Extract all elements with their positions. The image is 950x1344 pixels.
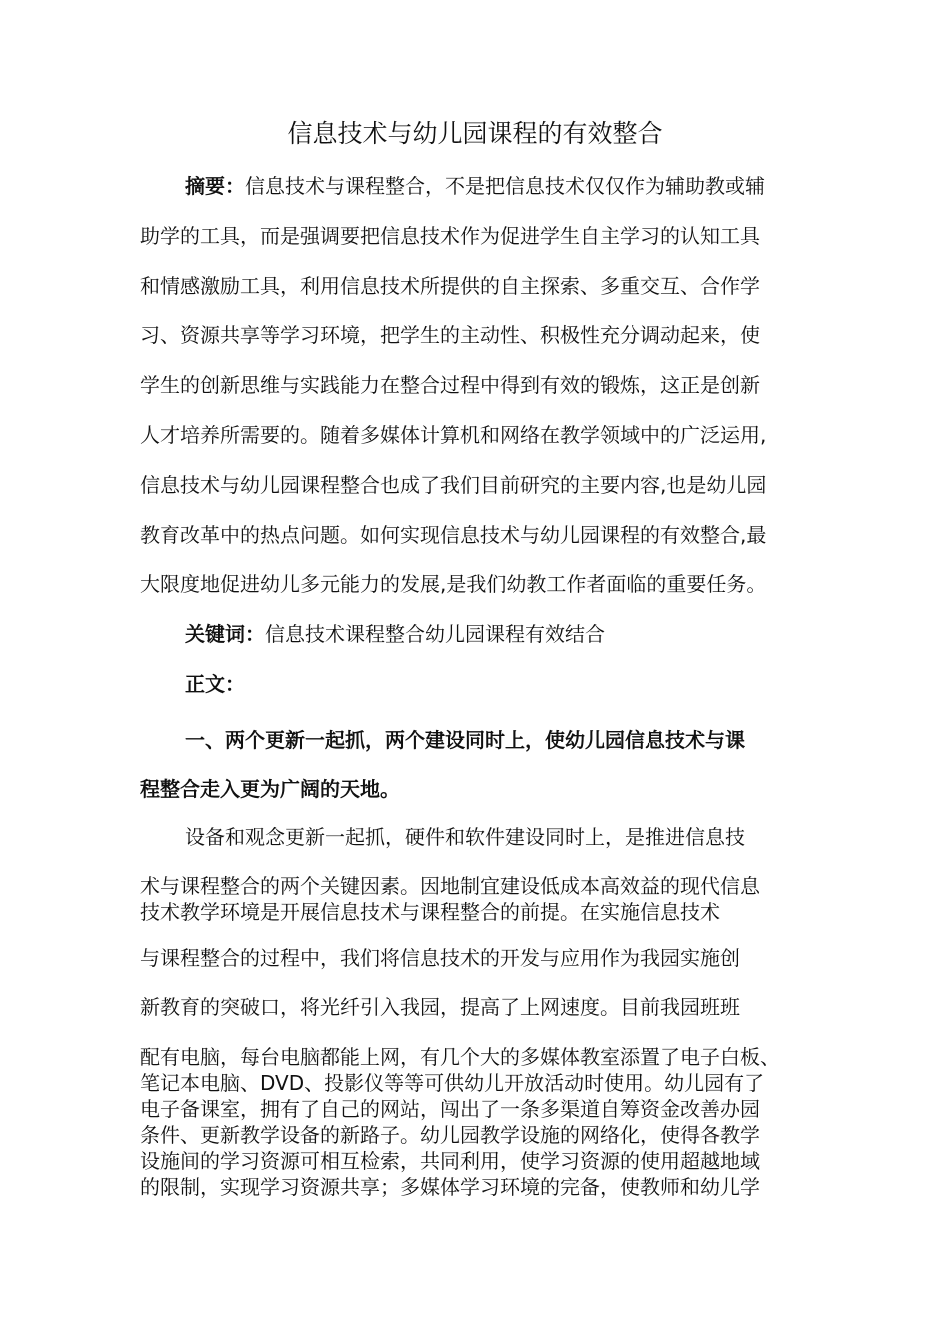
abstract-line: 人才培养所需要的。随着多媒体计算机和网络在教学领域中的广泛运用, [140,423,767,447]
keywords-text: 信息技术课程整合幼儿园课程有效结合 [265,622,605,646]
abstract-line: 信息技术与幼儿园课程整合也成了我们目前研究的主要内容,也是幼儿园 [140,473,767,497]
section-heading: 程整合走入更为广阔的天地。 [140,777,400,801]
keywords-line [185,621,605,647]
paragraph-line: 术与课程整合的两个关键因素。因地制宜建设低成本高效益的现代信息 [140,874,760,898]
abstract-label: 摘要： [185,174,245,198]
abstract-line: 习、资源共享等学习环境，把学生的主动性、积极性充分调动起来，使 [140,323,760,347]
abstract-line: 学生的创新思维与实践能力在整合过程中得到有效的锻炼，这正是创新 [140,373,760,397]
paragraph-line: 技术教学环境是开展信息技术与课程整合的前提。在实施信息技术 [140,900,720,924]
paragraph-line: 条件、更新教学设备的新路子。幼儿园教学设施的网络化，使得各教学 [140,1123,760,1147]
paragraph-line: 与课程整合的过程中，我们将信息技术的开发与应用作为我园实施创 [140,946,740,970]
paragraph-line: 设施间的学习资源可相互检索，共同利用，使学习资源的使用超越地域 [140,1149,760,1173]
abstract-line-1 [185,173,765,199]
keywords-label: 关键词： [185,622,265,646]
paragraph-line: 设备和观念更新一起抓，硬件和软件建设同时上，是推进信息技 [185,825,745,849]
abstract-text: 信息技术与课程整合，不是把信息技术仅仅作为辅助教或辅 [245,174,765,198]
section-heading: 一、两个更新一起抓，两个建设同时上，使幼儿园信息技术与课 [185,728,745,752]
abstract-line: 助学的工具，而是强调要把信息技术作为促进学生自主学习的认知工具 [140,224,760,248]
paragraph-line: 配有电脑，每台电脑都能上网，有几个大的多媒体教室添置了电子白板、 [140,1045,780,1069]
abstract-line: 大限度地促进幼儿多元能力的发展,是我们幼教工作者面临的重要任务。 [140,572,767,596]
document-title: 信息技术与幼儿园课程的有效整合 [287,119,663,148]
paragraph-line: 的限制，实现学习资源共享；多媒体学习环境的完备，使教师和幼儿学 [140,1175,760,1199]
body-label: 正文： [185,672,245,696]
abstract-line: 教育改革中的热点问题。如何实现信息技术与幼儿园课程的有效整合,最 [140,523,767,547]
paragraph-line: 笔记本电脑、DVD、投影仪等等可供幼儿开放活动时使用。幼儿园有了 [140,1071,765,1095]
paragraph-line: 电子备课室，拥有了自己的网站，闯出了一条多渠道自筹资金改善办园 [140,1097,760,1121]
abstract-line: 和情感激励工具，利用信息技术所提供的自主探索、多重交互、合作学 [140,274,760,298]
paragraph-line: 新教育的突破口，将光纤引入我园，提高了上网速度。目前我园班班 [140,995,740,1019]
